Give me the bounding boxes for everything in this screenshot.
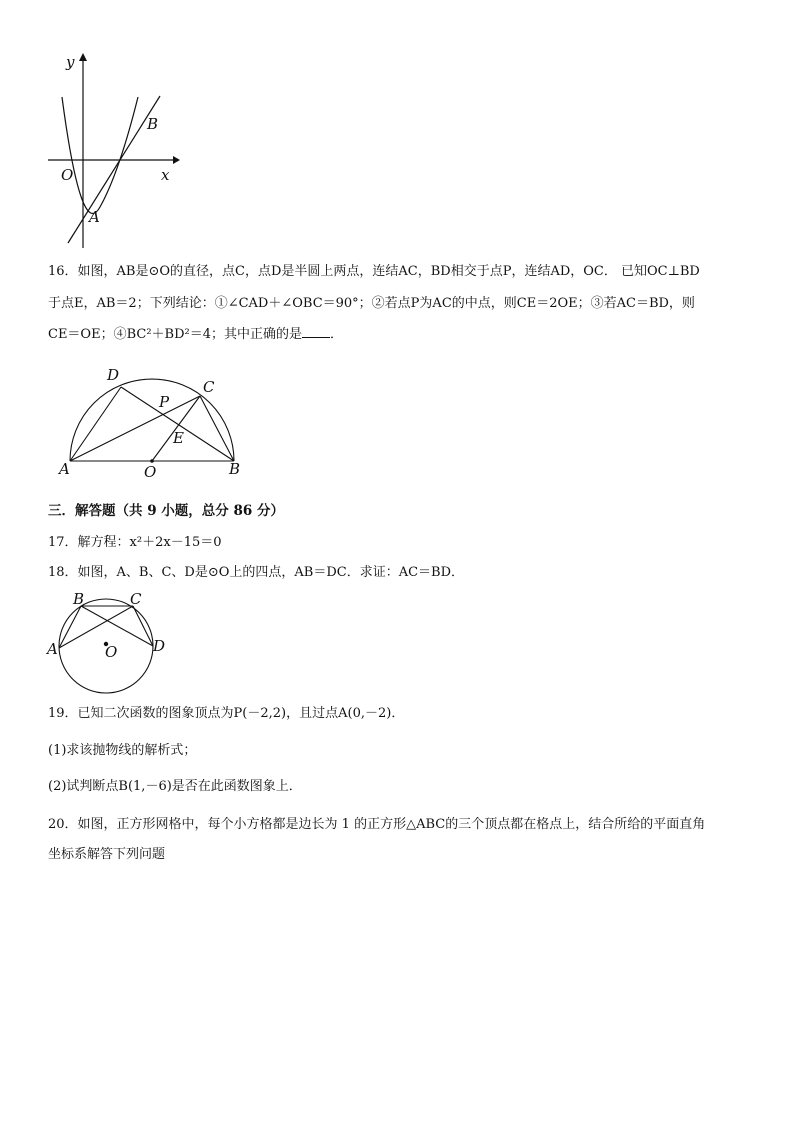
segment-ad — [70, 387, 121, 461]
label-d: D — [153, 637, 166, 655]
label-e: E — [173, 429, 184, 447]
q16-line-3 — [48, 325, 343, 345]
x-axis-arrow — [173, 156, 180, 164]
answer-blank — [302, 325, 330, 338]
y-axis-arrow — [79, 53, 87, 61]
label-b: B — [229, 460, 241, 478]
origin-label: O — [61, 166, 74, 184]
q19-text: 19．已知二次函数的图象顶点为P(－2,2)，且过点A(0,－2)． — [48, 706, 405, 721]
segment-bd — [81, 606, 153, 646]
q16-line-2: 于点E，AB＝2；下列结论：①∠CAD＋∠OBC＝90°；②若点P为AC的中点，则CE＝2OE；③若AC＝BD，则 — [48, 296, 695, 311]
q17-text: 17．解方程：x²＋2x－15＝0 — [48, 535, 222, 550]
semicircle-figure — [56, 362, 256, 480]
q19-part-2: (2)试判断点B(1,－6)是否在此函数图象上． — [48, 779, 302, 794]
segment-bc — [200, 396, 234, 461]
label-b: B — [73, 590, 85, 608]
point-a-label: A — [89, 208, 100, 226]
section-3-title: 三．解答题（共 9 小题，总分 86 分） — [48, 503, 284, 519]
x-axis-label: x — [161, 166, 170, 184]
q18-text: 18．如图，A、B、C、D是⊙O上的四点，AB＝DC．求证：AC＝BD． — [48, 565, 465, 580]
q16-line-3-end: ． — [330, 327, 344, 342]
graph-figure — [40, 48, 180, 253]
q20-line-1: 20．如图，正方形网格中，每个小方格都是边长为 1 的正方形△ABC的三个顶点都在格点上，结合所给的平面直角 — [48, 817, 706, 832]
q16-line-3-text: CE＝OE；④BC²＋BD²＝4；其中正确的是 — [48, 327, 302, 342]
q16-line-1: 16．如图，AB是⊙O的直径，点C，点D是半圆上两点，连结AC，BD相交于点P，连结AD，OC． 已知OC⊥BD — [48, 264, 700, 279]
circle-figure — [44, 588, 174, 693]
q20-line-2: 坐标系解答下列问题 — [48, 847, 166, 862]
label-a: A — [47, 640, 58, 658]
label-p: P — [159, 393, 170, 411]
y-axis-label: y — [66, 53, 75, 71]
point-b-label: B — [147, 115, 159, 133]
label-a: A — [59, 460, 70, 478]
q19-part-1: (1)求该抛物线的解析式； — [48, 743, 197, 758]
parabola-curve — [62, 97, 138, 213]
label-o: O — [105, 643, 118, 661]
segment-bd — [121, 387, 234, 461]
label-c: C — [130, 590, 142, 608]
label-d: D — [107, 366, 120, 384]
label-o: O — [144, 463, 157, 481]
label-c: C — [203, 378, 215, 396]
